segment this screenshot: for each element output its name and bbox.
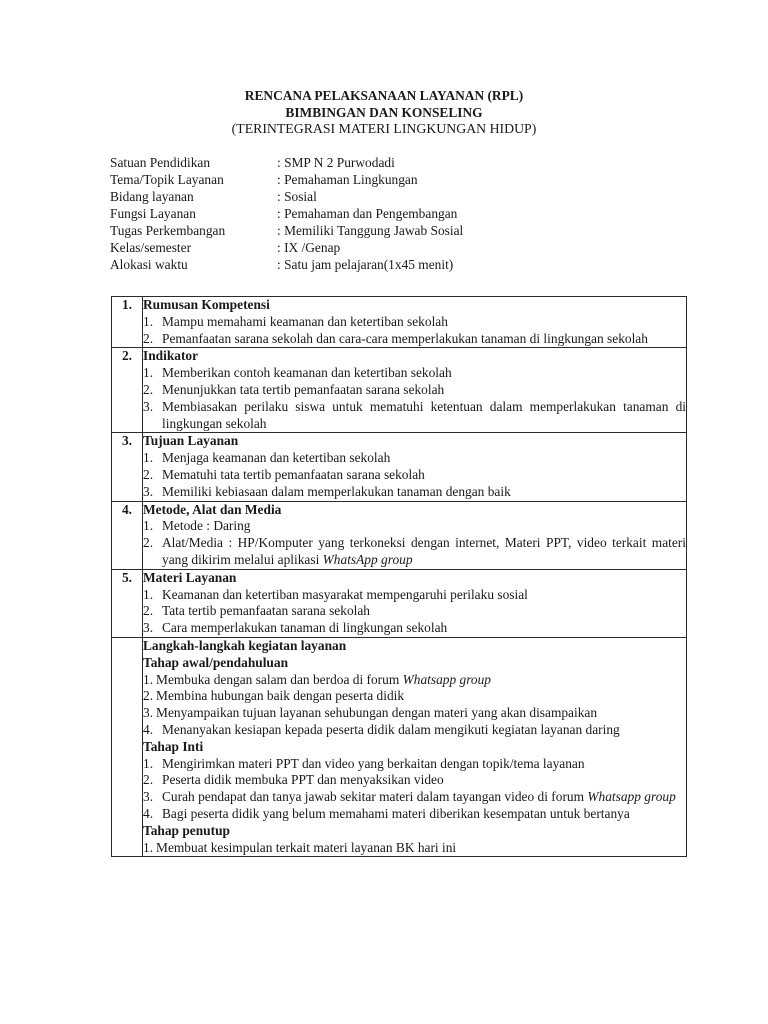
stage-title-penutup: Tahap penutup xyxy=(143,822,230,838)
section-indikator xyxy=(112,348,687,433)
meta-row xyxy=(110,222,463,239)
list-item: 3. Memiliki kebiasaan dalam memperlakukan tanaman dengan baik xyxy=(143,483,511,499)
item-text-italic: Whatsapp group xyxy=(402,671,491,687)
meta-label: Tema/Topik Layanan xyxy=(110,172,224,187)
stage-title-awal: Tahap awal/pendahuluan xyxy=(143,654,289,670)
section-materi-layanan xyxy=(112,569,687,637)
meta-label: Fungsi Layanan xyxy=(110,206,196,221)
list-item: 3. Cara memperlakukan tanaman di lingkungan sekolah xyxy=(143,620,448,636)
identity-info xyxy=(110,154,463,273)
section-title: Indikator xyxy=(143,348,199,364)
section-title: Langkah-langkah kegiatan layanan xyxy=(143,637,347,653)
meta-value: : SMP N 2 Purwodadi xyxy=(277,155,395,170)
list-item: 2. Tata tertib pemanfaatan sarana sekolah xyxy=(143,603,370,619)
list-item: 1. Metode : Daring xyxy=(143,518,251,534)
item-text: Metode : Daring xyxy=(162,518,251,534)
section-number xyxy=(112,637,143,856)
meta-value: : IX /Genap xyxy=(277,240,341,255)
meta-row xyxy=(110,154,463,171)
item-text: Menyampaikan tujuan layanan sehubungan dengan materi yang akan disampaikan xyxy=(156,705,598,721)
list-item: 4. Menanyakan kesiapan kepada peserta didik dalam mengikuti kegiatan layanan daring xyxy=(143,721,620,737)
list-item: 1. Menjaga keamanan dan ketertiban sekolah xyxy=(143,450,391,466)
item-text: Membuka dengan salam dan berdoa di forum xyxy=(156,671,403,687)
section-title: Tujuan Layanan xyxy=(143,433,239,449)
list-item: 2. Peserta didik membuka PPT dan menyaksikan video xyxy=(143,772,444,788)
item-text: Peserta didik membuka PPT dan menyaksikan video xyxy=(162,772,444,788)
list-item: 1. Keamanan dan ketertiban masyarakat mempengaruhi perilaku sosial xyxy=(143,586,528,602)
section-body xyxy=(143,297,687,348)
section-metode-alat-media xyxy=(112,501,687,569)
section-number: 1. xyxy=(112,297,143,348)
section-number: 2. xyxy=(112,348,143,433)
item-list xyxy=(143,587,686,637)
section-body xyxy=(143,637,687,856)
list-item: 1. Memberikan contoh keamanan dan ketertiban sekolah xyxy=(143,365,452,381)
meta-value: : Pemahaman Lingkungan xyxy=(277,172,418,187)
item-text: Memiliki kebiasaan dalam memperlakukan tanaman dengan baik xyxy=(162,483,511,499)
section-number: 3. xyxy=(112,433,143,501)
item-text: Cara memperlakukan tanaman di lingkungan sekolah xyxy=(162,620,448,636)
list-item: 2. Menunjukkan tata tertib pemanfaatan sarana sekolah xyxy=(143,381,445,397)
meta-row xyxy=(110,171,463,188)
section-body xyxy=(143,433,687,501)
item-text: Memberikan contoh keamanan dan ketertiban sekolah xyxy=(162,365,452,381)
list-item: 1. Mengirimkan materi PPT dan video yang berkaitan dengan topik/tema layanan xyxy=(143,755,585,771)
list-item: 3. Membiasakan perilaku siswa untuk mematuhi ketentuan dalam memperlakukan tanaman di lingkungan sekolah xyxy=(143,398,686,431)
list-item: 1. Membuka dengan salam dan berdoa di forum Whatsapp group xyxy=(143,671,491,687)
list-item: 3. Curah pendapat dan tanya jawab sekitar materi dalam tayangan video di forum Whatsapp group xyxy=(143,789,676,805)
item-text: Menanyakan kesiapan kepada peserta didik dalam mengikuti kegiatan layanan daring xyxy=(162,721,620,737)
document-title xyxy=(0,88,768,138)
item-text: Membina hubungan baik dengan peserta didik xyxy=(156,688,405,704)
meta-label: Bidang layanan xyxy=(110,189,194,204)
stage-title-inti: Tahap Inti xyxy=(143,738,204,754)
meta-label: Kelas/semester xyxy=(110,240,192,255)
meta-value: : Memiliki Tanggung Jawab Sosial xyxy=(277,223,464,238)
meta-row xyxy=(110,188,463,205)
section-tujuan-layanan xyxy=(112,433,687,501)
item-text: Mengirimkan materi PPT dan video yang berkaitan dengan topik/tema layanan xyxy=(162,755,585,771)
item-text: Keamanan dan ketertiban masyarakat mempengaruhi perilaku sosial xyxy=(162,586,528,602)
title-line-3: (TERINTEGRASI MATERI LINGKUNGAN HIDUP) xyxy=(231,121,537,137)
item-list xyxy=(143,450,686,500)
title-line-2: BIMBINGAN DAN KONSELING xyxy=(285,104,483,120)
list-item: 2. Membina hubungan baik dengan peserta didik xyxy=(143,688,405,704)
item-list xyxy=(143,365,686,432)
section-title: Rumusan Kompetensi xyxy=(143,297,270,312)
item-list xyxy=(143,722,686,739)
list-item: 1. Membuat kesimpulan terkait materi layanan BK hari ini xyxy=(143,839,457,855)
item-text: Curah pendapat dan tanya jawab sekitar materi dalam tayangan video di forum xyxy=(162,789,588,805)
item-text: Mematuhi tata tertib pemanfaatan sarana sekolah xyxy=(162,466,425,482)
item-list xyxy=(143,840,686,857)
section-body xyxy=(143,501,687,569)
list-item: 2. Alat/Media : HP/Komputer yang terkoneksi dengan internet, Materi PPT, video terkait materi yang dikirim melalui aplikasi WhatsApp group xyxy=(143,535,686,567)
item-text: Membuat kesimpulan terkait materi layanan BK hari ini xyxy=(156,839,457,855)
list-item: 2. Pemanfaatan sarana sekolah dan cara-cara memperlakukan tanaman di lingkungan sekolah xyxy=(143,330,648,346)
item-text: Alat/Media : HP/Komputer yang terkoneksi dengan internet, Materi PPT, video terkait materi yang dikirim melalui aplikasi xyxy=(162,535,686,567)
item-text-italic: Whatsapp group xyxy=(587,789,676,805)
rpl-table xyxy=(111,296,687,857)
meta-label: Satuan Pendidikan xyxy=(110,155,211,170)
item-text: Pemanfaatan sarana sekolah dan cara-cara memperlakukan tanaman di lingkungan sekolah xyxy=(162,330,648,346)
item-list xyxy=(143,672,686,722)
list-item: 3. Menyampaikan tujuan layanan sehubungan dengan materi yang akan disampaikan xyxy=(143,705,598,721)
section-rumusan-kompetensi xyxy=(112,297,687,348)
section-number: 4. xyxy=(112,501,143,569)
title-line-1: RENCANA PELAKSANAAN LAYANAN (RPL) xyxy=(244,88,524,103)
list-item: 4. Bagi peserta didik yang belum memahami materi diberikan kesempatan untuk bertanya xyxy=(143,805,630,821)
section-body xyxy=(143,569,687,637)
section-title: Metode, Alat dan Media xyxy=(143,501,282,517)
item-list xyxy=(143,518,686,568)
item-text-italic: WhatsApp group xyxy=(322,551,413,567)
item-text: Menjaga keamanan dan ketertiban sekolah xyxy=(162,450,391,466)
item-text: Membiasakan perilaku siswa untuk mematuhi ketentuan dalam memperlakukan tanaman di lingkungan sekolah xyxy=(162,398,686,431)
meta-row xyxy=(110,239,463,256)
meta-label: Alokasi waktu xyxy=(110,257,188,272)
list-item: 1. Mampu memahami keamanan dan ketertiban sekolah xyxy=(143,313,448,329)
meta-value: : Satu jam pelajaran(1x45 menit) xyxy=(277,257,454,272)
item-list xyxy=(143,314,686,348)
item-text: Bagi peserta didik yang belum memahami materi diberikan kesempatan untuk bertanya xyxy=(162,805,630,821)
meta-value: : Pemahaman dan Pengembangan xyxy=(277,206,458,221)
meta-value: : Sosial xyxy=(277,189,317,204)
section-title: Materi Layanan xyxy=(143,569,237,585)
item-text: Mampu memahami keamanan dan ketertiban sekolah xyxy=(162,313,448,329)
meta-row xyxy=(110,205,463,222)
item-text: Tata tertib pemanfaatan sarana sekolah xyxy=(162,603,370,619)
item-list xyxy=(143,756,686,823)
list-item: 2. Mematuhi tata tertib pemanfaatan sarana sekolah xyxy=(143,466,425,482)
item-text: Menunjukkan tata tertib pemanfaatan sarana sekolah xyxy=(162,381,445,397)
meta-row xyxy=(110,256,463,273)
meta-label: Tugas Perkembangan xyxy=(110,223,226,238)
section-body xyxy=(143,348,687,433)
section-number: 5. xyxy=(112,569,143,637)
section-langkah-kegiatan xyxy=(112,637,687,856)
